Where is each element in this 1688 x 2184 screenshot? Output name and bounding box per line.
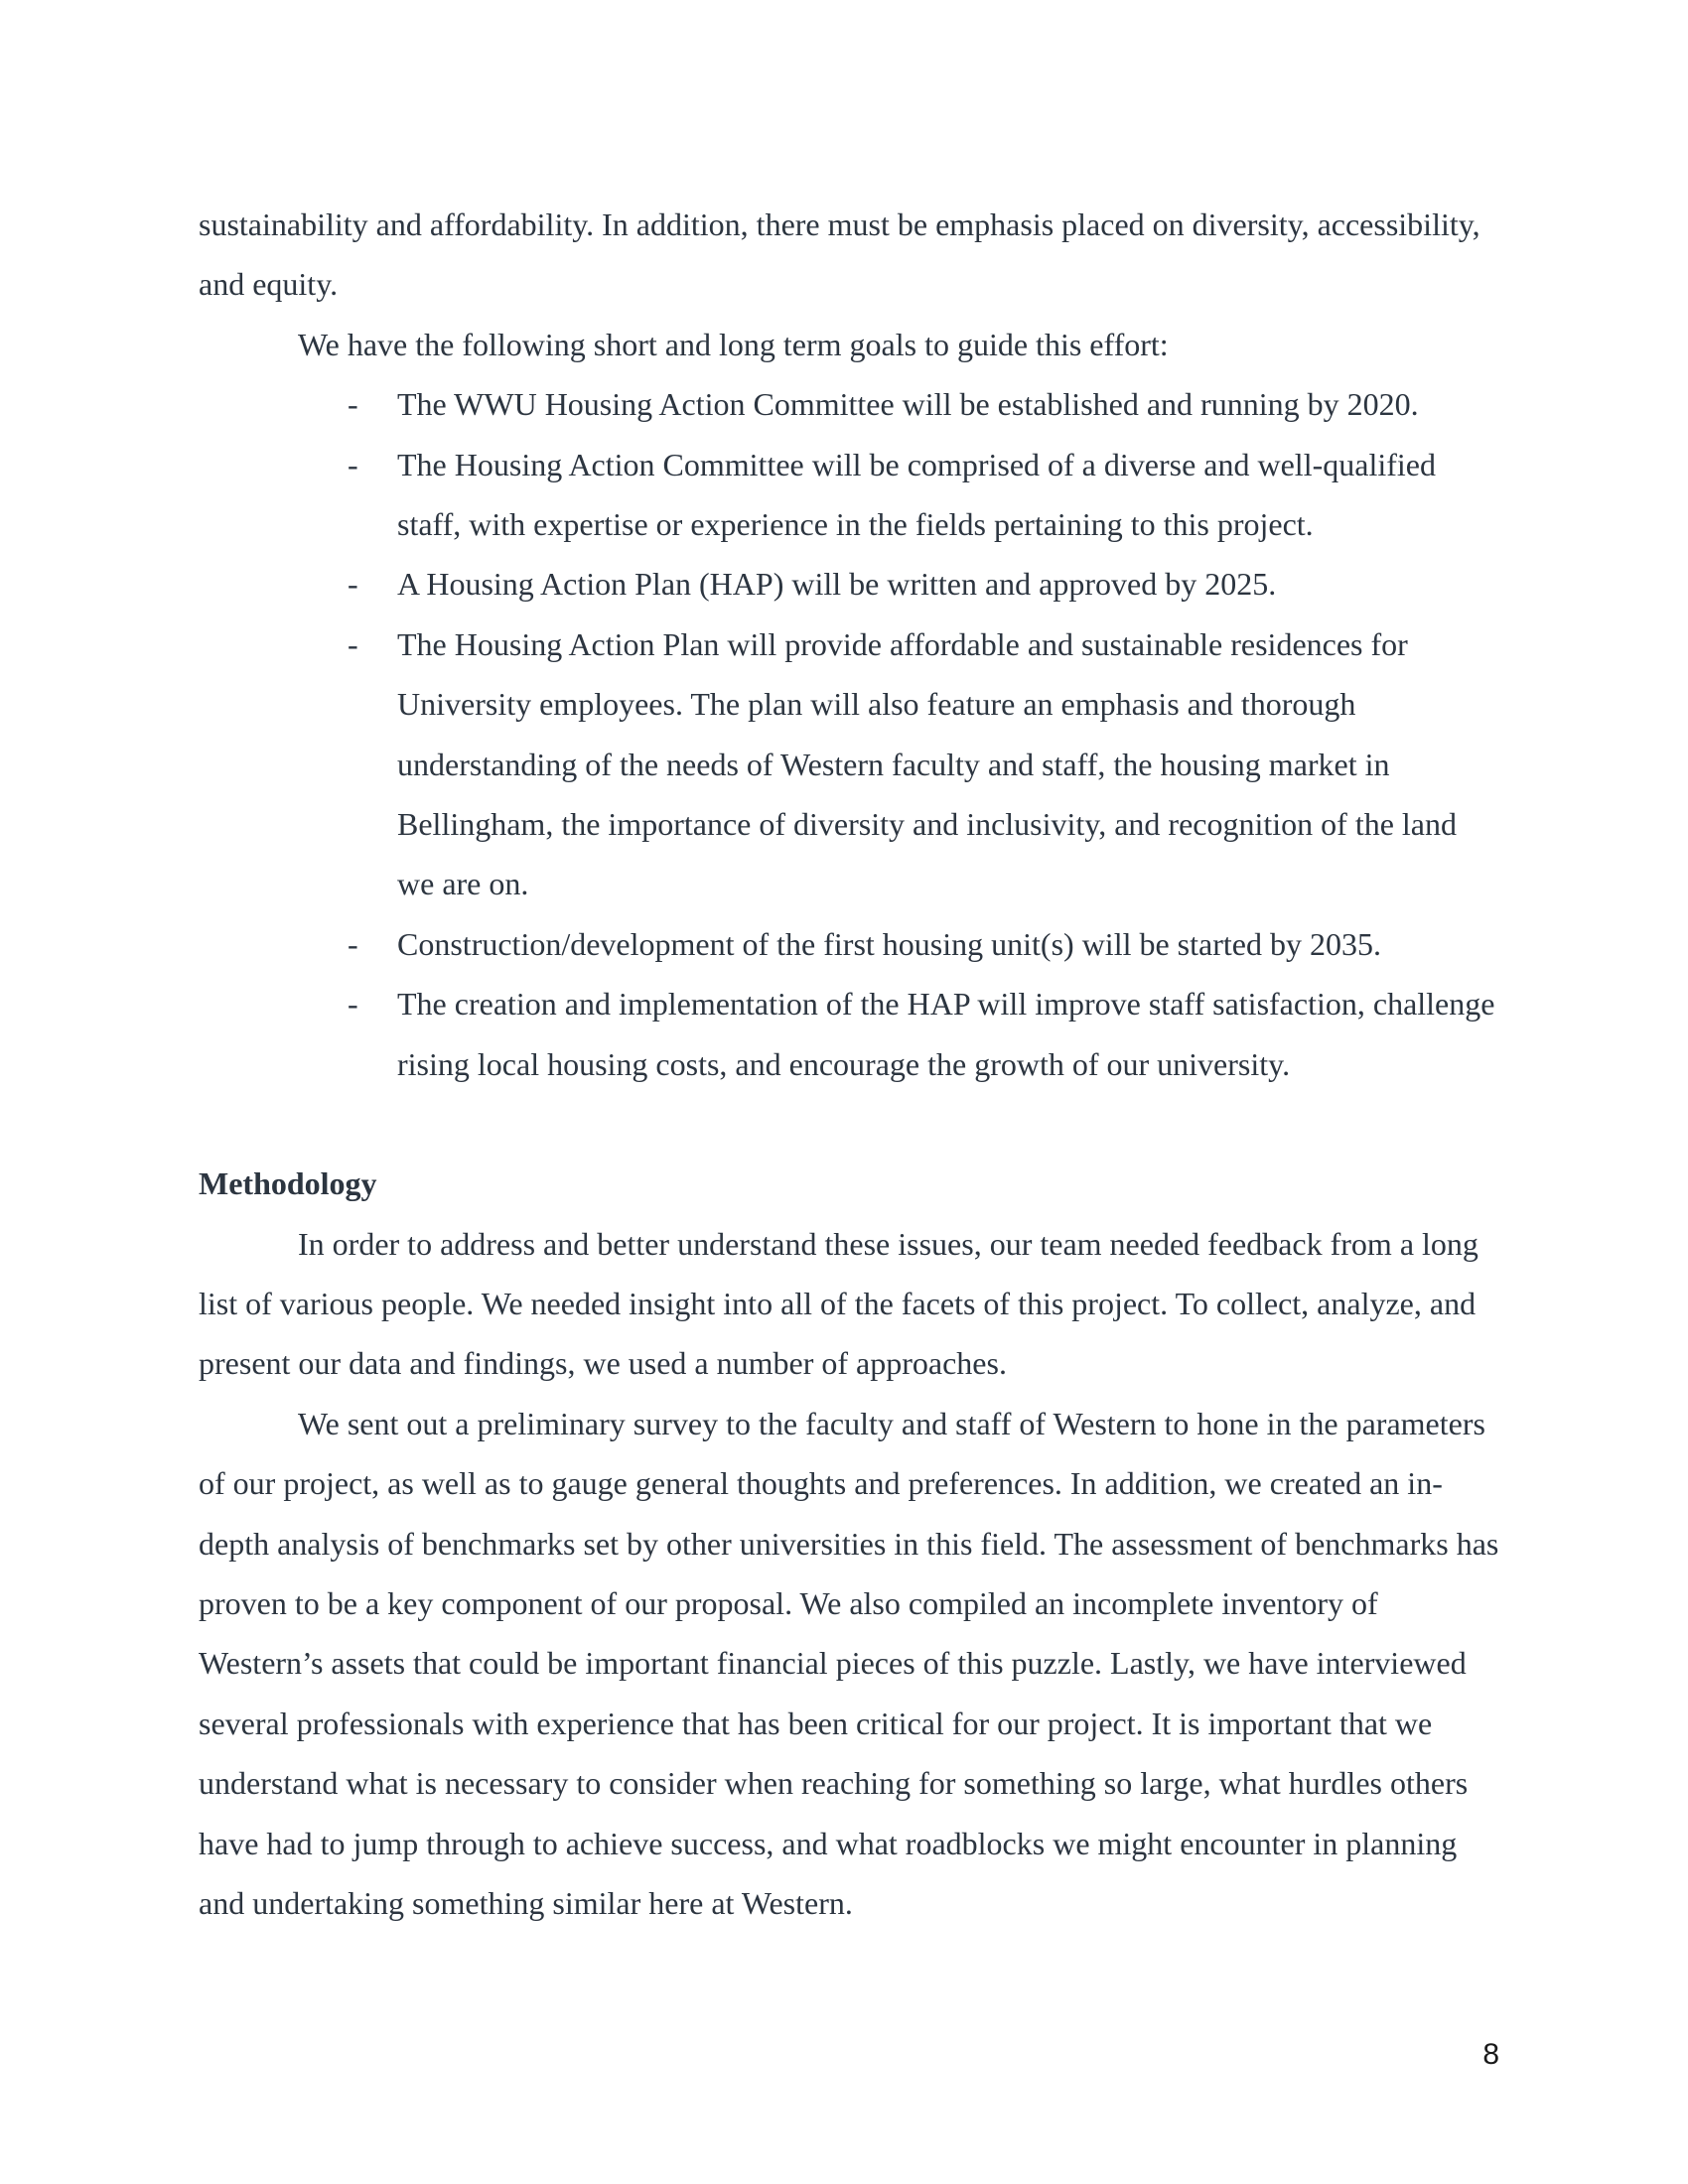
list-bullet: - [348, 566, 358, 603]
goal-text: The creation and implementation of the HAP will improve staff satisfaction, challenge rising local housing costs, and encourage the growth of our university. [397, 986, 1495, 1082]
methodology-paragraph: We sent out a preliminary survey to the faculty and staff of Western to hone in the parameters of our project, as well as to gauge general thoughts and preferences. In addition, we created an in-depth analysis of benchmarks set by other universities in this field. The assessment of benchmarks has proven to be a key component of our proposal. We also compiled an incomplete inventory of Western’s assets that could be important financial pieces of this puzzle. Lastly, we have interviewed several professionals with experience that has been critical for our project. It is important that we understand what is necessary to consider when reaching for something so large, what hurdles others have had to jump through to achieve success, and what roadblocks we might encounter in planning and undertaking something similar here at Western. [199, 1405, 1499, 1921]
goal-item [199, 974, 1499, 1094]
list-bullet: - [348, 986, 358, 1023]
list-bullet: - [348, 386, 358, 423]
methodology-heading: Methodology [199, 1165, 377, 1202]
list-bullet: - [348, 925, 358, 962]
goal-item [199, 435, 1499, 555]
goal-item [199, 914, 1499, 974]
goal-item [199, 554, 1499, 614]
goal-text: The WWU Housing Action Committee will be established and running by 2020. [397, 386, 1419, 423]
goal-item [199, 614, 1499, 914]
goal-text: The Housing Action Committee will be comprised of a diverse and well-qualified staff, with expertise or experience in the fields pertaining to this project. [397, 446, 1436, 543]
goals-intro: We have the following short and long term goals to guide this effort: [298, 326, 1169, 362]
list-bullet: - [348, 446, 358, 482]
methodology-paragraph: In order to address and better understand these issues, our team needed feedback from a long list of various people. We needed insight into all of the facets of this project. To collect, analyze, and present our data and findings, we used a number of approaches. [199, 1225, 1478, 1382]
list-bullet: - [348, 625, 358, 662]
page-body [199, 195, 1499, 1933]
goal-text: Construction/development of the first housing unit(s) will be started by 2035. [397, 925, 1381, 962]
goal-text: The Housing Action Plan will provide affordable and sustainable residences for University employees. The plan will also feature an emphasis and thorough understanding of the needs of Western faculty and staff, the housing market in Bellingham, the importance of diversity and inclusivity, and recognition of the land we are on. [397, 625, 1457, 902]
continuation-paragraph: sustainability and affordability. In addition, there must be emphasis placed on diversity, accessibility, and equity. [199, 206, 1480, 303]
goals-list [199, 374, 1499, 1094]
goal-item [199, 374, 1499, 434]
goal-text: A Housing Action Plan (HAP) will be written and approved by 2025. [397, 566, 1277, 603]
page-number: 8 [1482, 2038, 1499, 2071]
